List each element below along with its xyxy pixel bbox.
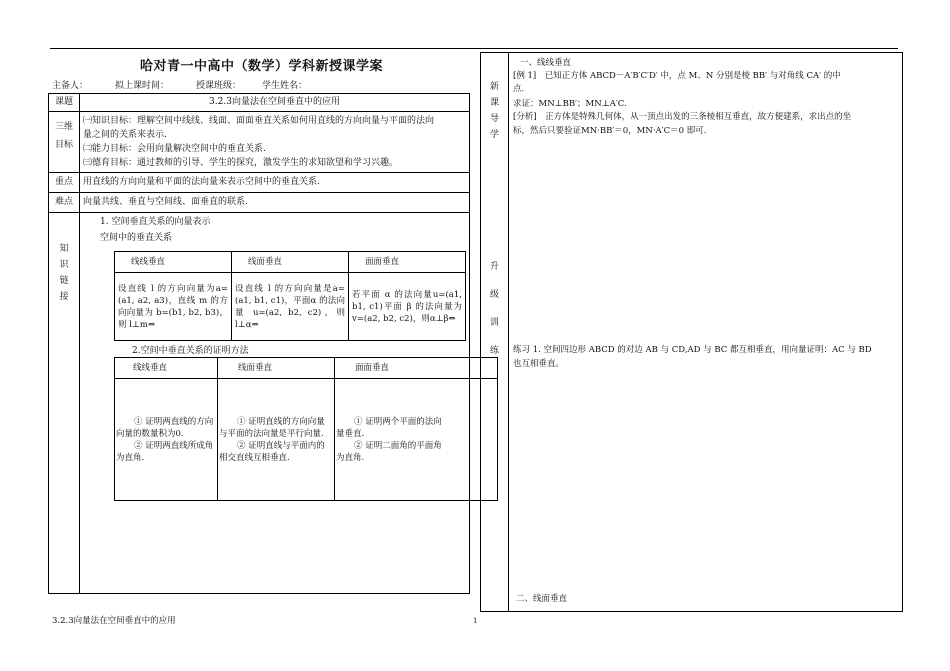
label-xin: 新	[489, 82, 499, 92]
section1-subheading: 空间中的垂直关系	[100, 233, 173, 243]
lesson-plan-table	[48, 93, 470, 594]
proof-header-plane-plane: 面面垂直	[335, 358, 498, 379]
proof-line-plane-1: ① 证明直线的方向向量与平面的法向量是平行向量.	[219, 416, 325, 439]
rep-cell-line-line: 设直线 l 的方向向量为a=(a1, a2, a3)，直线 m 的方向向量为 b=(b1, b2, b3)，则 l⊥m⇔	[115, 273, 232, 341]
label-dao: 导	[489, 114, 499, 124]
label-ke: 课	[489, 98, 499, 108]
rep-cell-line-plane: 设直线 l 的方向向量是a=(a1, b1, c1)，平面α 的法向量 u=(a2, b2, c2)，则 l⊥α⇔	[232, 273, 349, 341]
example-line-3: 求证：MN⊥BB′；MN⊥A′C.	[513, 99, 627, 109]
meta-lesson-time: 拟上课时间：	[115, 81, 170, 91]
difficulty-value: 向量共线、垂直与空间线、面垂直的联系.	[80, 193, 470, 213]
example-line-5: 标，然后只要验证MN·BB′＝0，MN·A′C＝0 即可.	[513, 126, 707, 136]
goals-text	[80, 112, 470, 173]
rep-cell-plane-plane: 若平面 α 的法向量u=(a1, b1, c1)平面 β 的法向量为 v=(a2, b2, c2)，则α⊥β⇔	[349, 273, 466, 341]
section2-heading: 2.空间中垂直关系的证明方法	[132, 346, 249, 356]
knowledge-char-3: 链	[59, 276, 69, 286]
meta-preparer: 主备人：	[52, 81, 89, 91]
goals-label-line2: 目标	[54, 140, 73, 150]
goal-knowledge: ㈠知识目标：理解空间中线线、线面、面面垂直关系如何用直线的方向向量与平面的法向	[83, 116, 435, 126]
knowledge-char-1: 知	[59, 244, 69, 254]
example-line-2: 点.	[513, 84, 525, 94]
proof-header-line-line: 线线垂直	[115, 358, 218, 379]
label-xue: 学	[489, 130, 499, 140]
section-line-plane-heading: 二、线面垂直	[516, 594, 568, 604]
knowledge-content	[80, 213, 470, 594]
practice-line-2: 也互相垂直。	[513, 359, 565, 369]
proof-line-line-2: ② 证明两直线所成角为直角.	[116, 440, 214, 463]
example-line-4: [分析] 正方体是特殊几何体，从一顶点出发的三条棱相互垂直，故方便建系，求出点的坐	[513, 112, 852, 122]
proof-plane-plane-1: ① 证明两个平面的法向量垂直.	[336, 416, 442, 439]
page-title: 哈对青一中高中（数学）学科新授课学案	[140, 59, 384, 74]
goal-knowledge-cont: 量之间的关系来表示.	[83, 130, 167, 140]
knowledge-label	[49, 213, 80, 594]
proof-cell-line-plane	[218, 379, 335, 501]
topic-label: 课题	[49, 94, 80, 112]
meta-student: 学生姓名：	[262, 81, 308, 91]
topic-value: 3.2.3向量法在空间垂直中的应用	[80, 94, 470, 112]
difficulty-label: 难点	[49, 193, 80, 213]
header-rule	[50, 48, 898, 49]
example-line-1: [例 1] 已知正方体 ABCD－A′B′C′D′ 中，点 M、N 分别是棱 BB′ 与对角线 CA′ 的中	[513, 71, 841, 81]
proof-cell-line-line	[115, 379, 218, 501]
section-line-line-heading: 一、线线垂直	[520, 58, 572, 68]
right-labels	[481, 53, 509, 612]
practice-line-1: 练习 1. 空间四边形 ABCD 的对边 AB 与 CD,AD 与 BC 都互相垂直，用向量证明：AC 与 BD	[513, 345, 872, 355]
knowledge-char-2: 识	[59, 260, 69, 270]
rep-header-plane-plane: 面面垂直	[349, 252, 466, 273]
proof-cell-plane-plane	[335, 379, 498, 501]
label-lian: 练	[489, 346, 499, 356]
proof-header-line-plane: 线面垂直	[218, 358, 335, 379]
proof-methods-table	[114, 357, 498, 501]
key-value: 用直线的方向向量和平面的法向量来表示空间中的垂直关系.	[80, 173, 470, 193]
proof-line-plane-2: ② 证明直线与平面内的相交直线互相垂直.	[219, 440, 325, 463]
goals-label-line1: 三维	[54, 122, 73, 132]
meta-class: 授课班级：	[196, 81, 242, 91]
rep-header-line-line: 线线垂直	[115, 252, 232, 273]
knowledge-char-4: 接	[59, 292, 69, 302]
page-number: 1	[473, 617, 478, 625]
proof-plane-plane-2: ② 证明二面角的平面角为直角.	[336, 440, 442, 463]
label-xun: 训	[489, 318, 499, 328]
goal-moral: ㈢德育目标：通过教师的引导、学生的探究，激发学生的求知欲望和学习兴趣。	[83, 158, 399, 168]
goal-ability: ㈡能力目标：会用向量解决空间中的垂直关系.	[83, 144, 266, 154]
vector-representation-table	[114, 251, 466, 341]
key-label: 重点	[49, 173, 80, 193]
goals-label	[49, 112, 80, 173]
label-ji: 级	[489, 290, 499, 300]
rep-header-line-plane: 线面垂直	[232, 252, 349, 273]
footer-topic: 3.2.3向量法在空间垂直中的应用	[52, 616, 176, 626]
section1-heading: 1. 空间垂直关系的向量表示	[100, 217, 211, 227]
label-sheng: 升	[489, 262, 499, 272]
proof-line-line-1: ① 证明两直线的方向向量的数量积为0.	[116, 416, 214, 439]
